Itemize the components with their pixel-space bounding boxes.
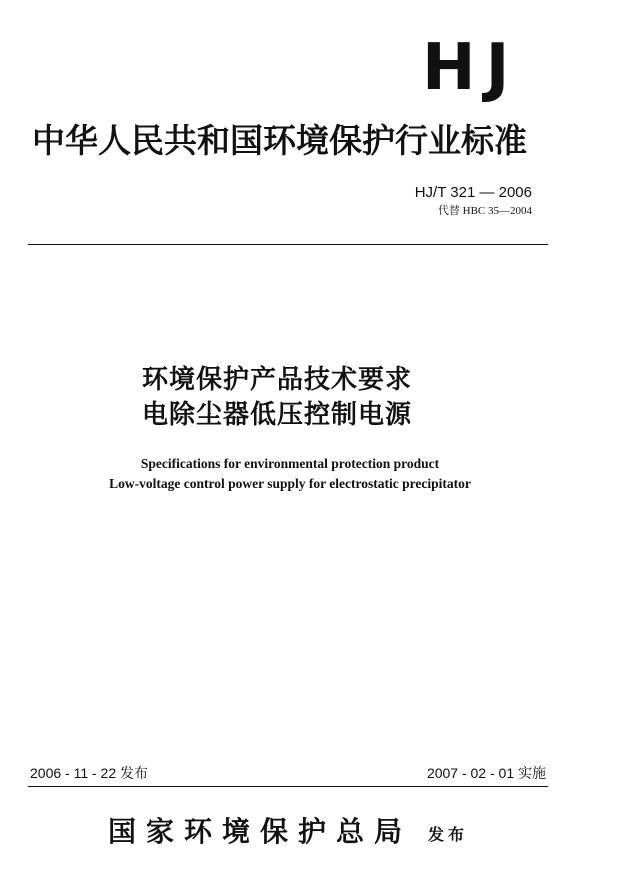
publish-label: 发布 (428, 825, 469, 844)
standard-code: HJ/T 321 — 2006 (414, 184, 532, 201)
document-title-cn-line2: 电除尘器低压控制电源 (142, 400, 413, 430)
document-title-en-line1: Specifications for environmental protection product (140, 456, 440, 471)
implementation-date: 2007 - 02 - 01 实施 (426, 765, 546, 781)
hj-logo: HJ (422, 31, 520, 105)
document-title-cn-line1: 环境保护产品技术要求 (142, 365, 413, 395)
standard-category-title: 中华人民共和国环境保护行业标准 (32, 121, 527, 160)
issue-date: 2006 - 11 - 22 发布 (30, 765, 149, 781)
replaces-standard: 代替 HBC 35—2004 (437, 205, 532, 217)
bottom-divider (28, 786, 548, 787)
top-divider (28, 244, 548, 245)
issuing-authority: 国家环境保护总局 (108, 815, 413, 848)
document-title-en-line2: Low-voltage control power supply for electrostatic precipitator (109, 476, 471, 491)
